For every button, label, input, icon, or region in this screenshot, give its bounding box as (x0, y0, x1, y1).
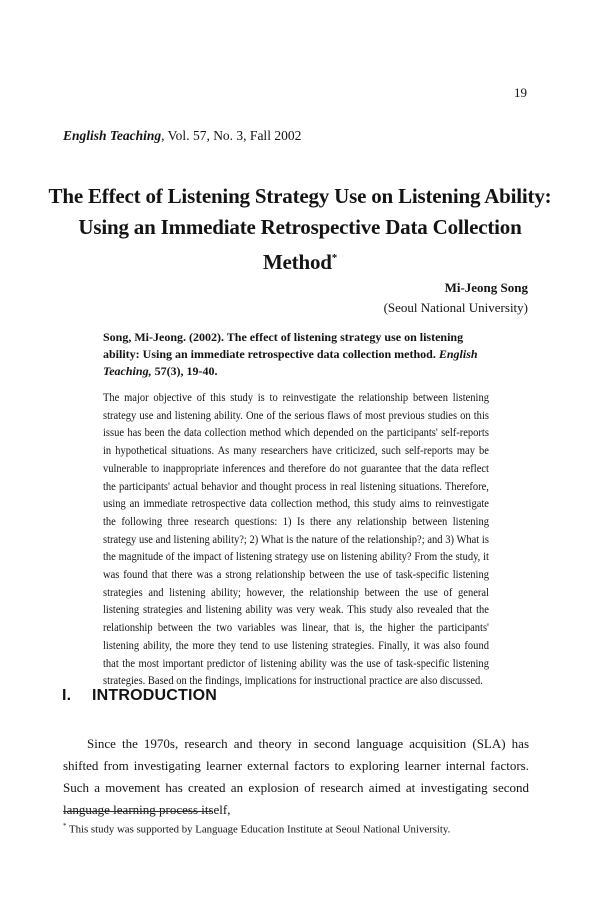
footnote (63, 822, 450, 836)
journal-details: , Vol. 57, No. 3, Fall 2002 (161, 128, 302, 143)
author-name: Mi-Jeong Song (444, 280, 528, 295)
footnote-text: This study was supported by Language Education Institute at Seoul National University. (66, 823, 451, 836)
title-footnote-mark: * (331, 252, 338, 264)
title-line-1: The Effect of Listening Strategy Use on Listening Ability: (48, 184, 552, 208)
citation-suffix: 57(3), 19-40. (151, 364, 218, 378)
footnote-mark: * (63, 822, 67, 830)
section-heading (62, 687, 217, 705)
journal-name: English Teaching (63, 128, 162, 143)
page-number: 19 (514, 85, 527, 100)
section-number: I. (62, 687, 72, 704)
author-block (384, 278, 528, 318)
citation-prefix: Song, Mi-Jeong. (2002). The effect of listening strategy use on listening ability: Using an immediate retrospective data collection method. (103, 330, 464, 361)
footnote-divider (63, 811, 211, 812)
citation-journal: English Teaching, (103, 347, 478, 378)
section-title: INTRODUCTION (92, 687, 218, 704)
title-line-2 (40, 212, 560, 278)
paper-title (40, 181, 560, 278)
abstract-citation (103, 329, 489, 380)
title-line-2-text: Using an Immediate Retrospective Data Collection Method (78, 215, 522, 274)
intro-paragraph: Since the 1970s, research and theory in second language acquisition (SLA) has shifted from investigating learner external factors to exploring learner internal factors. Such a movement has created an explosion of research aimed at investigating second language learning process itself, (63, 736, 529, 817)
abstract (103, 329, 489, 691)
abstract-text: The major objective of this study is to reinvestigate the relationship between listening strategy use and listening ability. One of the serious flaws of most previous studies on this issue has been the data collection method which depended on the participants' self-reports in hypothetical situations. As many researchers have criticized, such self-reports may be vulnerable to inappropriate inferences and therefore do not guarantee that the data reflect the participants' actual behavior and thought process in real listening situations. Therefore, using an immediate retrospective data collection method, this study aims to reinvestigate the following three research questions: 1) Is there any relationship between listening strategy use and listening ability?; 2) What is the nature of the relationship?; and 3) What is the magnitude of the impact of listening strategy use on listening ability? From the study, it was found that there was a strong relationship between the use of task-specific listening strategies and listening ability; however, the relationship between the use of general listening strategies and listening ability was very weak. This study also revealed that the relationship between the two variables was linear, that is, the higher the participants' listening ability, the more they tend to use listening strategies. Finally, it was also found that the most important predictor of listening ability was the use of task-specific listening strategies. Based on the findings, implications for instructional practice are also discussed. (103, 392, 489, 688)
journal-line (63, 128, 301, 144)
author-affiliation: (Seoul National University) (383, 300, 528, 315)
